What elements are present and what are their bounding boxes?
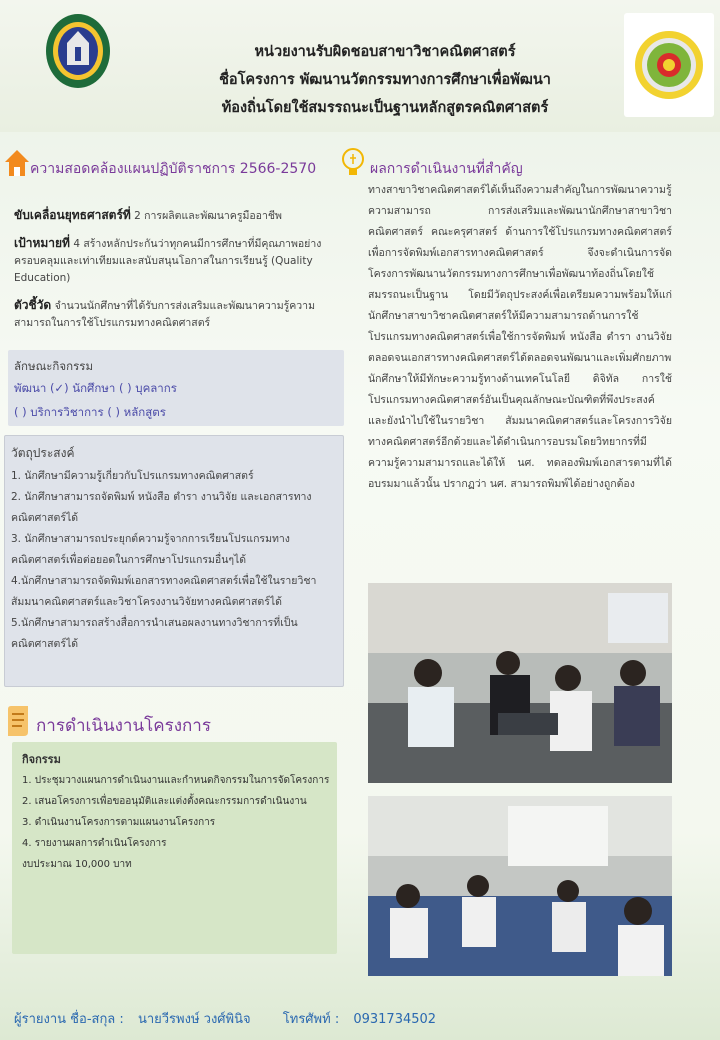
operations-title-text: การดำเนินงานโครงการ bbox=[36, 716, 211, 736]
activities-heading: กิจกรรม bbox=[22, 753, 61, 766]
activity-item: 3. ดำเนินงานโครงการตามแผนงานโครงการ bbox=[22, 817, 216, 828]
indicator-value: จำนวนนักศึกษาที่ได้รับการส่งเสริมและพัฒนาความรู้ความสามารถในการใช้โปรแกรมทางคณิตศาสตร์ bbox=[14, 300, 315, 329]
classroom-photo-2 bbox=[368, 796, 672, 976]
document-icon bbox=[4, 705, 32, 737]
activities-list bbox=[22, 770, 332, 875]
characteristics-line-2: ( ) บริการวิชาการ ( ) หลักสูตร bbox=[14, 405, 166, 419]
strategy-block bbox=[14, 207, 339, 342]
strategy-label: ขับเคลื่อนยุทธศาสตร์ที่ bbox=[14, 208, 131, 222]
activities-box bbox=[12, 742, 337, 954]
header-line-3: ท้องถิ่นโดยใช้สมรรถนะเป็นฐานหลักสูตรคณิตศาสตร์ bbox=[221, 99, 549, 116]
reporter-name: นายวีรพงษ์ วงศ์พินิจ bbox=[137, 1012, 251, 1027]
plan-title-text: ความสอดคล้องแผนปฏิบัติราชการ 2566-2570 bbox=[30, 161, 317, 177]
home-icon bbox=[4, 148, 30, 178]
budget-text: งบประมาณ 10,000 บาท bbox=[22, 859, 132, 870]
footer bbox=[14, 1008, 446, 1029]
rmu-logo bbox=[624, 13, 714, 117]
objectives-heading: วัตถุประสงค์ bbox=[11, 446, 75, 460]
characteristics-box bbox=[8, 350, 344, 426]
strategy-value: 2 การผลิตและพัฒนาครูมืออาชีพ bbox=[134, 210, 282, 222]
goal-label: เป้าหมายที่ bbox=[14, 236, 70, 250]
characteristics-heading: ลักษณะกิจกรรม bbox=[14, 359, 94, 373]
phone-number: 0931734502 bbox=[353, 1012, 437, 1027]
classroom-photo-2-graphic bbox=[368, 796, 672, 976]
classroom-photo-1 bbox=[368, 583, 672, 783]
objective-item: 2. นักศึกษาสามารถจัดพิมพ์ หนังสือ ตำรา งานวิจัย และเอกสารทางคณิตศาสตร์ได้ bbox=[11, 491, 312, 524]
reporter-label: ผู้รายงาน ชื่อ-สกุล : bbox=[14, 1012, 124, 1027]
results-paragraph: ทางสาขาวิชาคณิตศาสตร์ได้เห็นถึงความสำคัญในการพัฒนาความรู้ความสามารถ การส่งเสริมและพัฒนานักศึกษาสาขาวิชาคณิตศาสตร์ คณะครุศาสตร์ ด้านการใช้โปรแกรมทางคณิตศาสตร์เพื่อการจัดพิมพ์เอกสารทางคณิตศาสตร์ จึงจะดำเนินการจัดโครงการพัฒนานวัตกรรมทางการศึกษาเพื่อพัฒนาท้องถิ่นโดยใช้สมรรถนะเป็นฐาน โดยมีวัตถุประสงค์เพื่อเตรียมความพร้อมให้แก่นักศึกษาสาขาวิชาคณิตศาสตร์ให้มีความสามารถด้านการใช้โปรแกรมทางคณิตศาสตร์เพื่อใช้การจัดพิมพ์ หนังสือ ตำรา งานวิจัย ตลอดจนเอกสารทางคณิตศาสตร์ได้ตลอดจนพัฒนาและเพิ่มศักยภาพนักศึกษาให้มีทักษะความรู้ทางด้านเทคโนโลยี ดิจิทัล การใช้โปรแกรมทางคณิตศาสตร์อันเป็นคุณลักษณะบัณฑิตที่พึงประสงค์และยังนำไปใช้ในรายวิชา สัมมนาคณิตศาสตร์และโครงการวิจัยทางคณิตศาสตร์อีกด้วยและได้ดำเนินการอบรมโดยวิทยากรที่มีความรู้ความสามารถและได้ให้ นศ. ทดลองพิมพ์เอกสารตามที่ได้อบรมมาแล้วนั้น ปรากฏว่า นศ. สามารถพิมพ์ได้อย่างถูกต้อง bbox=[368, 184, 672, 490]
classroom-photo-1-graphic bbox=[368, 583, 672, 783]
objective-item: 4.นักศึกษาสามารถจัดพิมพ์เอกสารทางคณิตศาสตร์เพื่อใช้ในรายวิชา สัมมนาคณิตศาสตร์และวิชาโครงงานวิจัยทางคณิตศาสตร์ได้ bbox=[11, 575, 317, 608]
indicator-label: ตัวชี้วัด bbox=[14, 298, 52, 312]
header-line-2: ชื่อโครงการ พัฒนานวัตกรรมทางการศึกษาเพื่อพัฒนา bbox=[219, 71, 551, 88]
goal-value: 4 สร้างหลักประกันว่าทุกคนมีการศึกษาที่มีคุณภาพอย่างครอบคลุมและเท่าเทียมและสนับสนุนโอกาสในการเรียนรู้ (Quality Education) bbox=[14, 238, 322, 284]
university-logo bbox=[45, 13, 111, 89]
rmu-logo-frame bbox=[624, 13, 714, 117]
results-title-text: ผลการดำเนินงานที่สำคัญ bbox=[370, 161, 523, 177]
objectives-box bbox=[4, 435, 344, 687]
header-line-1: หน่วยงานรับผิดชอบสาขาวิชาคณิตศาสตร์ bbox=[254, 43, 516, 60]
phone-label: โทรศัพท์ : bbox=[282, 1012, 340, 1027]
lightbulb-icon bbox=[340, 146, 366, 180]
objective-item: 1. นักศึกษามีความรู้เกี่ยวกับโปรแกรมทางคณิตศาสตร์ bbox=[11, 470, 254, 482]
objective-item: 5.นักศึกษาสามารถสร้างสื่อการนำเสนอผลงานทางวิชาการที่เป็นคณิตศาสตร์ได้ bbox=[11, 617, 298, 650]
activity-item: 2. เสนอโครงการเพื่อขออนุมัติและแต่งตั้งคณะกรรมการดำเนินงาน bbox=[22, 796, 307, 807]
activity-item: 1. ประชุมวางแผนการดำเนินงานและกำหนดกิจกรรมในการจัดโครงการ bbox=[22, 775, 330, 786]
objective-item: 3. นักศึกษาสามารถประยุกต์ความรู้จากการเรียนโปรแกรมทางคณิตศาสตร์เพื่อต่อยอดในการศึกษาโปรแกรมอื่นๆได้ bbox=[11, 533, 290, 566]
characteristics-line-1: พัฒนา (✓) นักศึกษา ( ) บุคลากร bbox=[14, 381, 177, 395]
activity-item: 4. รายงานผลการดำเนินโครงการ bbox=[22, 838, 167, 849]
objectives-list bbox=[11, 466, 339, 655]
header-title bbox=[150, 38, 620, 122]
